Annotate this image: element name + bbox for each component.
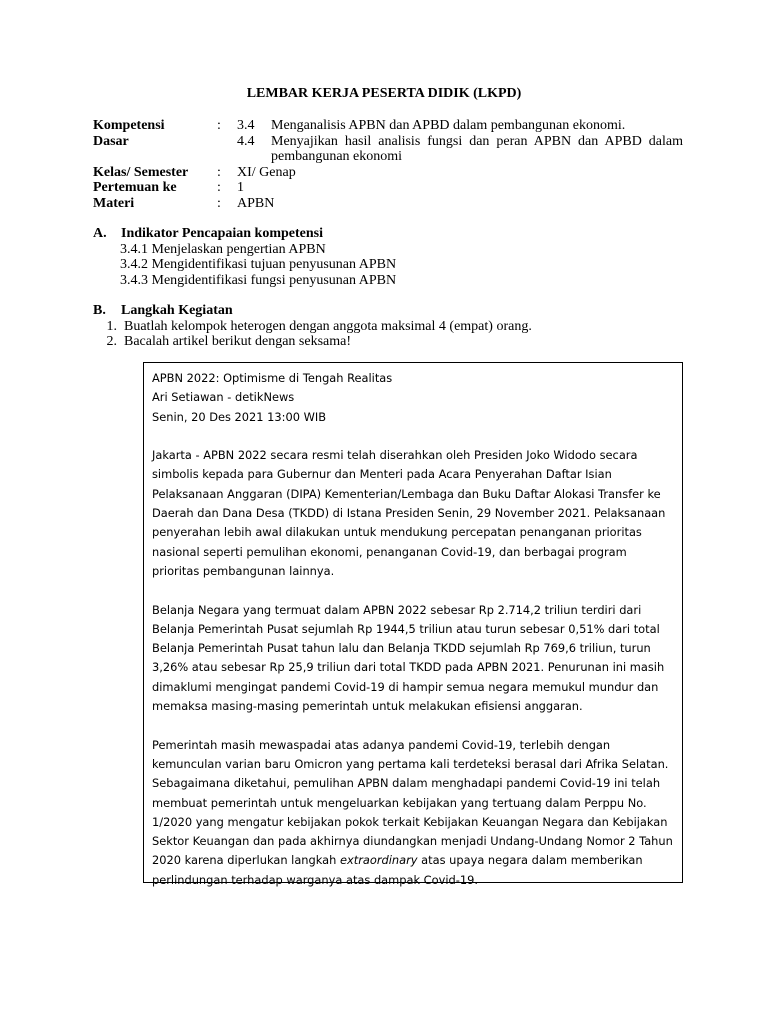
indicator-item: 3.4.2 Mengidentifikasi tujuan penyusunan APBN [120, 257, 397, 272]
paragraph-text: Pemerintah masih mewaspadai atas adanya pandemi Covid-19, terlebih dengan kemunculan varian baru Omicron yang pertama kali terdeteksi berasal dari Afrika Selatan. Sebagaimana diketahui, pemulihan APBN dalam menghadapi pandemi Covid-19 ini telah membuat pemerintah untuk mengeluarkan kebijakan yang tertuang dalam Perppu No. 1/2020 yang mengatur kebijakan pokok terkait Kebijakan Keuangan Negara dan Kebijakan Sektor Keuangan dan pada akhirnya diundangkan menjadi Undang-Undang Nomor 2 Tahun 2020 karena diperlukan langkah [152, 737, 673, 868]
paragraph-text: atas upaya negara dalam memberikan perlindungan terhadap warganya atas dampak Covid-19. [152, 853, 643, 887]
section-letter: A. [93, 226, 107, 241]
article-date: Senin, 20 Des 2021 13:00 WIB [152, 409, 327, 424]
kompetensi-label: Kompetensi [93, 118, 165, 133]
kelas-label: Kelas/ Semester [93, 164, 189, 180]
article-paragraph [152, 736, 674, 890]
materi-value: APBN [237, 195, 275, 211]
article-paragraph: Jakarta - APBN 2022 secara resmi telah diserahkan oleh Presiden Joko Widodo secara simbolis kepada para Gubernur dan Menteri pada Acara Penyerahan Daftar Isian Pelaksanaan Anggaran (DIPA) Kementerian/Lembaga dan Buku Daftar Alokasi Transfer ke Daerah dan Dana Desa (TKDD) di Istana Presiden Senin, 29 November 2021. Pelaksanaan penyerahan lebih awal dilakukan untuk mendukung percepatan penanganan prioritas nasional seperti pemulihan ekonomi, penanganan Covid-19, dan berbagai program prioritas pembangunan lainnya. [152, 448, 666, 578]
article-byline: Ari Setiawan - detikNews [152, 390, 295, 405]
kd-text: Menganalisis APBN dan APBD dalam pembangunan ekonomi. [271, 118, 626, 133]
section-heading [93, 303, 683, 319]
section-langkah [93, 303, 683, 350]
section-title: Langkah Kegiatan [121, 303, 233, 318]
indicator-item: 3.4.3 Mengidentifikasi fungsi penyusunan APBN [120, 272, 397, 288]
step-list [93, 319, 683, 350]
section-letter: B. [93, 303, 106, 318]
step-text: Bacalah artikel berikut dengan seksama! [124, 334, 352, 349]
italic-term: extraordinary [339, 853, 418, 868]
indicator-list [120, 242, 683, 289]
page-title: LEMBAR KERJA PESERTA DIDIK (LKPD) [246, 86, 522, 101]
step-item [93, 319, 683, 335]
kelas-value: XI/ Genap [237, 164, 296, 180]
indicator-item: 3.4.1 Menjelaskan pengertian APBN [120, 241, 326, 257]
article-headline: APBN 2022: Optimisme di Tengah Realitas [152, 371, 393, 385]
section-heading [93, 226, 683, 242]
kd-number: 4.4 [237, 133, 255, 149]
kd-number: 3.4 [237, 118, 255, 133]
article-paragraph: Belanja Negara yang termuat dalam APBN 2022 sebesar Rp 2.714,2 triliun terdiri dari Belanja Pemerintah Pusat sejumlah Rp 1944,5 triliun atau turun sebesar 0,51% dari total Belanja Pemerintah Pusat tahun lalu dan Belanja TKDD sejumlah Rp 769,6 triliun, turun 3,26% atau sebesar Rp 25,9 triliun dari total TKDD pada APBN 2021. Penurunan ini masih dimaklumi mengingat pandemi Covid-19 di hampir semua negara memukul mundur dan memaksa masing-masing pemerintah untuk melakukan efisiensi anggaran. [152, 602, 665, 714]
materi-row [93, 196, 683, 212]
step-item [93, 334, 683, 350]
kelas-row [93, 165, 683, 181]
article-box [143, 362, 683, 887]
pertemuan-row [93, 180, 683, 196]
section-indikator [93, 226, 683, 288]
identity-block [93, 118, 683, 211]
colon-spacer [217, 134, 237, 165]
kd-row-2 [93, 134, 683, 165]
colon: : [217, 195, 221, 211]
step-number: 2. [106, 334, 117, 349]
section-title: Indikator Pencapaian kompetensi [121, 226, 323, 241]
step-number: 1. [106, 318, 117, 334]
colon: : [217, 118, 221, 133]
pertemuan-label: Pertemuan ke [93, 180, 177, 195]
materi-label: Materi [93, 195, 135, 211]
pertemuan-value: 1 [237, 180, 244, 195]
kd-row-1 [93, 118, 683, 134]
step-text: Buatlah kelompok heterogen dengan anggota maksimal 4 (empat) orang. [124, 318, 532, 334]
colon: : [217, 164, 221, 180]
dasar-label: Dasar [93, 133, 129, 149]
kd-text: Menyajikan hasil analisis fungsi dan peran APBN dan APBD dalam pembangunan ekonomi [271, 133, 683, 164]
colon: : [217, 180, 221, 195]
